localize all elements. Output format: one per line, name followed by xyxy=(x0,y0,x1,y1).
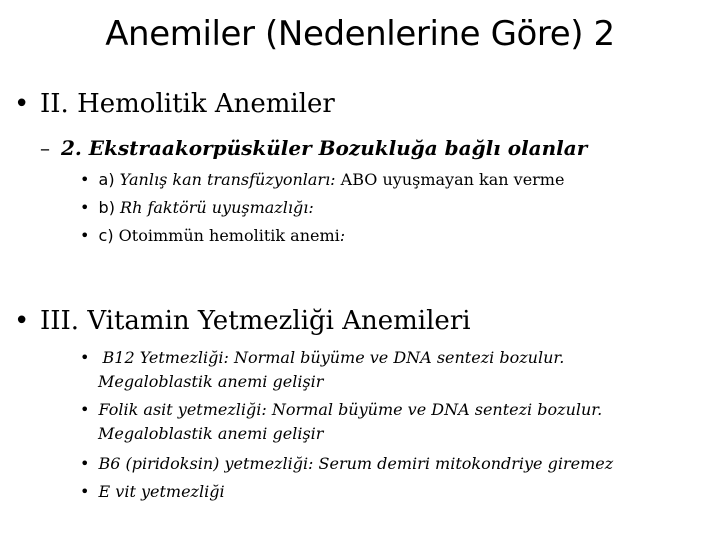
item-text: : xyxy=(339,226,346,245)
item-label: Otoimmün hemolitik anemi xyxy=(118,226,340,245)
list-item xyxy=(80,346,564,394)
item-label: Yanlış kan transfüzyonları: xyxy=(119,170,336,189)
dash-icon: – xyxy=(40,136,50,160)
bullet-icon: • xyxy=(80,400,90,419)
item-line2: Megaloblastik anemi gelişir xyxy=(98,372,324,391)
bullet-icon: • xyxy=(14,306,30,336)
heading-text: II. Hemolitik Anemiler xyxy=(40,89,335,119)
item-line1: B12 Yetmezliği: Normal büyüme ve DNA sentezi bozulur. xyxy=(102,348,565,367)
list-item xyxy=(80,398,602,446)
list-item xyxy=(80,168,564,192)
bullet-icon: • xyxy=(80,198,90,217)
list-item xyxy=(80,480,225,504)
item-prefix: c) xyxy=(98,226,114,245)
slide-title: Anemiler (Nedenlerine Göre) 2 xyxy=(105,14,615,54)
item-label: Rh faktörü uyuşmazlığı: xyxy=(120,198,314,217)
bullet-icon: • xyxy=(80,454,90,473)
bullet-icon: • xyxy=(80,226,90,245)
item-text: ABO uyuşmayan kan verme xyxy=(340,170,565,189)
item-prefix: a) xyxy=(98,170,115,189)
heading-text: III. Vitamin Yetmezliği Anemileri xyxy=(40,306,471,336)
item-line1: Folik asit yetmezliği: Normal büyüme ve DNA sentezi bozulur. xyxy=(98,400,603,419)
bullet-icon: • xyxy=(80,348,90,367)
bullet-icon: • xyxy=(80,170,90,189)
subheading-text: 2. Ekstraakorpüsküler Bozukluğa bağlı olanlar xyxy=(60,136,588,160)
item-prefix: b) xyxy=(98,198,115,217)
bullet-icon: • xyxy=(14,89,30,119)
list-item xyxy=(80,224,345,248)
bullet-icon: • xyxy=(80,482,90,501)
list-item xyxy=(80,196,314,220)
item-line1: B6 (piridoksin) yetmezliği: Serum demiri mitokondriye giremez xyxy=(98,454,614,473)
subheading-extracorpuscular xyxy=(40,135,587,161)
list-item xyxy=(80,452,613,476)
item-line2: Megaloblastik anemi gelişir xyxy=(98,424,324,443)
item-line1: E vit yetmezliği xyxy=(98,482,225,501)
